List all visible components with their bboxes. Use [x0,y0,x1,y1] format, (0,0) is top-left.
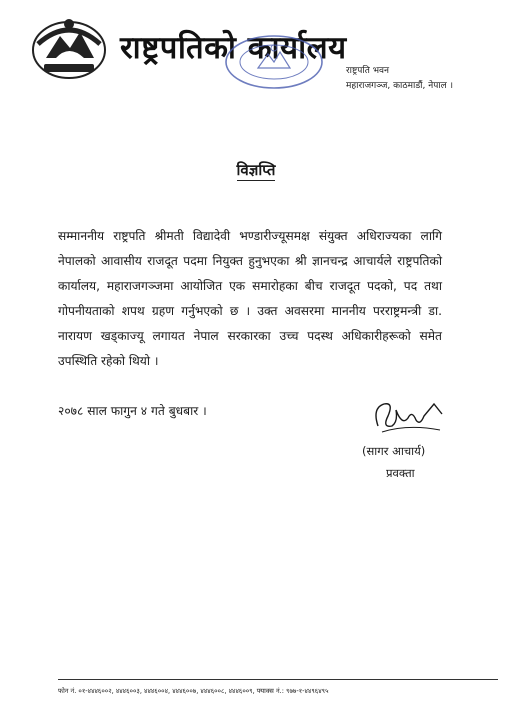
footer-divider [58,679,498,680]
notice-date: २०७८ साल फागुन ४ गते बुधबार । [58,404,207,418]
office-address [346,64,453,94]
address-line-2: महाराजगञ्ज, काठमाडौं, नेपाल । [346,81,454,91]
address-line-1: राष्ट्रपति भवन [346,66,390,76]
office-name: राष्ट्रपतिको कार्यालय [120,30,347,66]
handwritten-signature [368,396,446,436]
office-stamp [222,34,326,94]
signatory-name: (सागर आचार्य) [362,444,426,458]
notice-heading-text: विज्ञप्ति [236,161,276,179]
nepal-emblem-icon [30,14,108,80]
footer-contact: फोन नं. ०१-४४४६००२, ४४४६००३, ४४४६००४, ४४४६००७, ४४४६००८, ४४४६००९, फ्याक्स नं.: ९७७-१-४४९६४९५ [58,687,329,695]
signatory-title: प्रवक्ता [386,466,415,480]
notice-heading [0,160,512,180]
notice-body: सम्माननीय राष्ट्रपति श्रीमती विद्यादेवी भण्डारीज्यूसमक्ष संयुक्त अधिराज्यका लागि नेपालको आवासीय राजदूत पदमा नियुक्त हुनुभएका श्री ज्ञानचन्द्र आचार्यले राष्ट्रपतिको कार्यालय, महाराजगञ्जमा आयोजित एक समारोहका बीच राजदूत पदको, पद तथा गोपनीयताको शपथ ग्रहण गर्नुभएको छ । उक्त अवसरमा माननीय परराष्ट्रमन्त्री डा. नारायण खड्काज्यू लगायत नेपाल सरकारका उच्च पदस्थ अधिकारीहरूको समेत उपस्थिति रहेको थियो । [58,229,442,368]
